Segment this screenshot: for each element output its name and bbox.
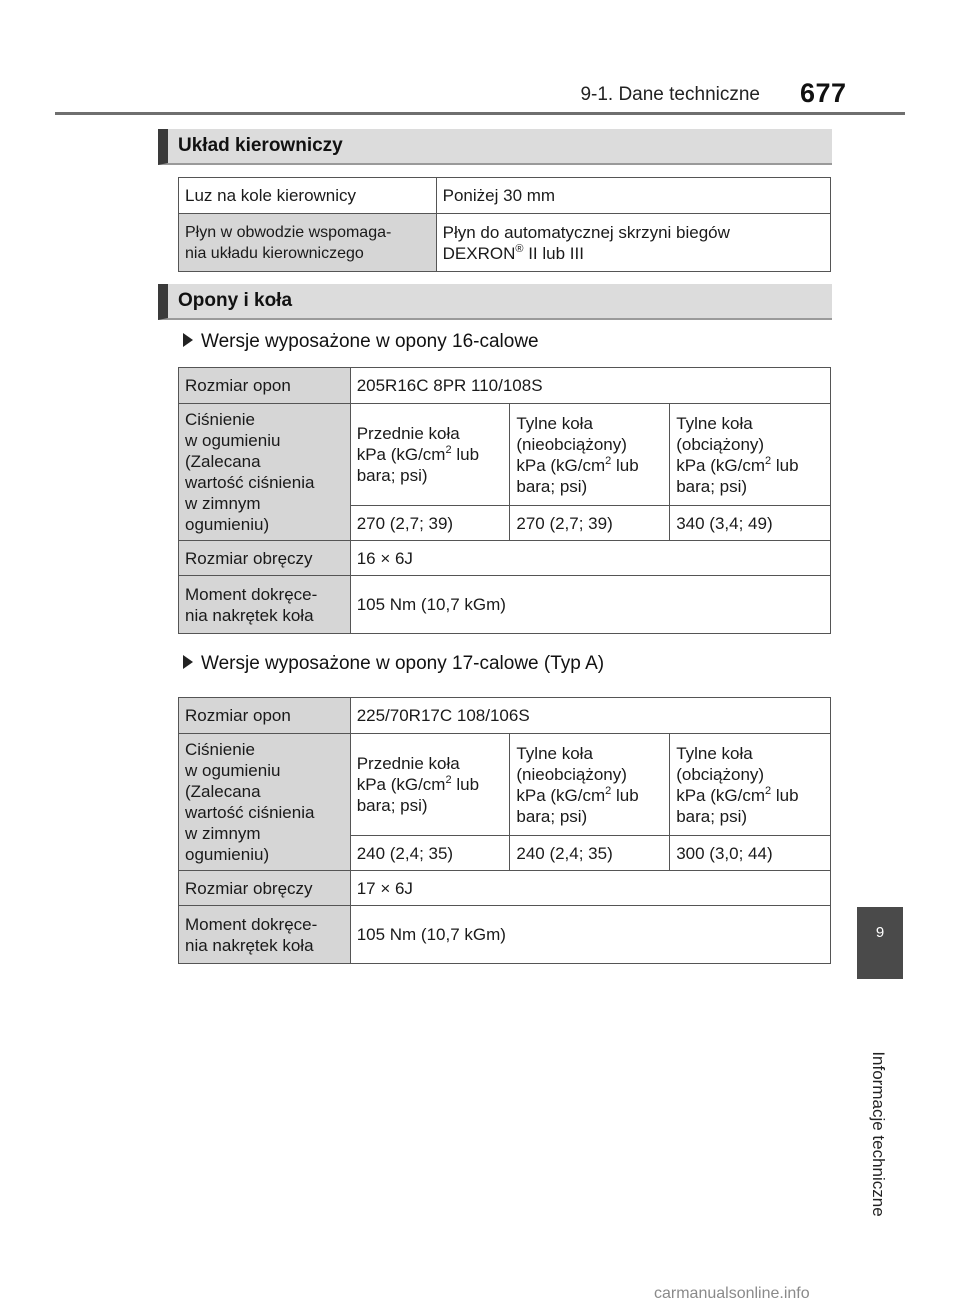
- tire-size-value: 205R16C 8PR 110/108S: [350, 368, 830, 404]
- section-heading-steering: [158, 129, 832, 165]
- triangle-right-icon: [183, 655, 193, 669]
- tires-table-17: [178, 697, 831, 964]
- power-steering-fluid-label: Płyn w obwodzie wspomaga- nia układu kierowniczego: [179, 214, 437, 272]
- table-row: [179, 368, 831, 404]
- front-pressure-value: 270 (2,7; 39): [350, 506, 510, 541]
- rear-unloaded-pressure-header: Tylne koła (nieobciążony) kPa ($kG/cm^2$ lub bara; psi): [510, 734, 670, 836]
- rear-loaded-pressure-header: Tylne koła (obciążony) kPa ($kG/cm^2$ lub bara; psi): [670, 734, 831, 836]
- front-pressure-header: Przednie koła kPa ($kG/cm^2$ lub bara; psi): [350, 404, 510, 506]
- variant-heading-16: Wersje wyposażone w opony 16-calowe: [183, 330, 539, 354]
- torque-value: 105 Nm (10,7 kGm): [350, 906, 830, 964]
- table-row: [179, 214, 831, 272]
- table-row: [179, 906, 831, 964]
- pressure-label: Ciśnienie w ogumieniu (Zalecana wartość ciśnienia w zimnym ogumieniu): [179, 734, 351, 871]
- page-number: 677: [800, 78, 847, 108]
- header-section-title: 9-1. Dane techniczne: [580, 84, 760, 105]
- tire-size-label: Rozmiar opon: [179, 368, 351, 404]
- rim-size-value: 16 × 6J: [350, 541, 830, 576]
- rear-loaded-pressure-header: Tylne koła (obciążony) kPa ($kG/cm^2$ lub bara; psi): [670, 404, 831, 506]
- rear-loaded-pressure-value: 300 (3,0; 44): [670, 836, 831, 871]
- table-row: [179, 404, 831, 506]
- rim-size-label: Rozmiar obręczy: [179, 871, 351, 906]
- header-rule: [55, 112, 905, 115]
- rim-size-label: Rozmiar obręczy: [179, 541, 351, 576]
- section-title-steering: Układ kierowniczy: [178, 135, 343, 156]
- table-row: [179, 698, 831, 734]
- tire-size-value: 225/70R17C 108/106S: [350, 698, 830, 734]
- section-title-tires: Opony i koła: [178, 290, 293, 311]
- rear-unloaded-pressure-value: 270 (2,7; 39): [510, 506, 670, 541]
- steering-play-value: Poniżej 30 mm: [436, 178, 830, 214]
- rear-unloaded-pressure-value: 240 (2,4; 35): [510, 836, 670, 871]
- torque-label: Moment dokręce- nia nakrętek koła: [179, 576, 351, 634]
- triangle-right-icon: [183, 333, 193, 347]
- steering-play-label: Luz na kole kierownicy: [179, 178, 437, 214]
- tire-size-label: Rozmiar opon: [179, 698, 351, 734]
- rear-loaded-pressure-value: 340 (3,4; 49): [670, 506, 831, 541]
- table-row: [179, 178, 831, 214]
- torque-label: Moment dokręce- nia nakrętek koła: [179, 906, 351, 964]
- pressure-label: Ciśnienie w ogumieniu (Zalecana wartość ciśnienia w zimnym ogumieniu): [179, 404, 351, 541]
- chapter-tab[interactable]: [857, 907, 903, 979]
- section-heading-tires: [158, 284, 832, 320]
- table-row: [179, 734, 831, 836]
- watermark: carmanualsonline.info: [654, 1285, 810, 1302]
- tires-table-16: [178, 367, 831, 634]
- chapter-number: 9: [875, 924, 885, 941]
- chapter-side-label: Informacje techniczne: [869, 1051, 888, 1217]
- torque-value: 105 Nm (10,7 kGm): [350, 576, 830, 634]
- table-row: [179, 871, 831, 906]
- variant-heading-17: Wersje wyposażone w opony 17-calowe (Typ A): [183, 652, 604, 676]
- table-row: [179, 576, 831, 634]
- rim-size-value: 17 × 6J: [350, 871, 830, 906]
- page-header: [0, 78, 960, 116]
- rear-unloaded-pressure-header: Tylne koła (nieobciążony) kPa ($kG/cm^2$ lub bara; psi): [510, 404, 670, 506]
- front-pressure-value: 240 (2,4; 35): [350, 836, 510, 871]
- power-steering-fluid-value: Płyn do automatycznej skrzyni biegów DEXRON® II lub III: [436, 214, 830, 272]
- steering-table: [178, 177, 831, 272]
- table-row: [179, 541, 831, 576]
- front-pressure-header: Przednie koła kPa ($kG/cm^2$ lub bara; psi): [350, 734, 510, 836]
